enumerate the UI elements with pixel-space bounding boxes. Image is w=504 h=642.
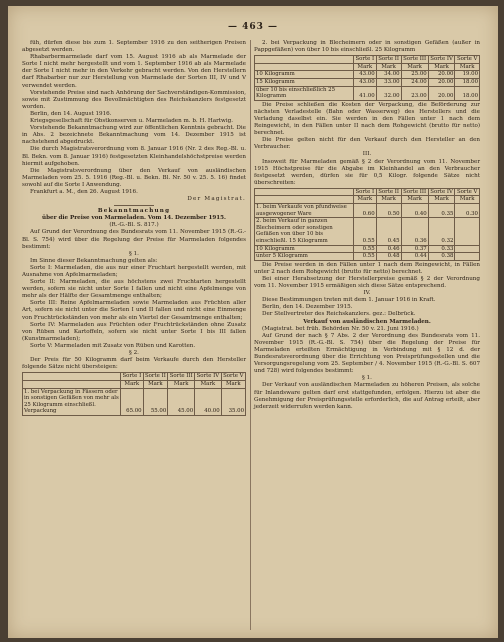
price-table-a xyxy=(22,372,246,416)
table-header-cell: Mark xyxy=(354,196,377,204)
table-header-cell: Sorte II xyxy=(376,188,401,196)
section-heading: über die Preise von Marmeladen. Vom 14. Dezember 1915. xyxy=(42,215,226,222)
table-cell: 34.00 xyxy=(376,71,401,79)
table-cell: 0.60 xyxy=(354,204,377,218)
table-cell: 0.38 xyxy=(428,253,455,261)
table-header-cell: Sorte IV xyxy=(428,56,455,64)
table-cell: 0.46 xyxy=(376,245,401,253)
table-header-cell: Sorte II xyxy=(376,56,401,64)
paragraph: Auf Grund der Verordnung des Bundesrats vom 11. November 1915 (R.-G.-Bl. S. 754) wird über die Regelung der Preise für Marmeladen folgendes bestimmt: xyxy=(22,229,246,250)
table-header-cell: Mark xyxy=(354,63,377,71)
paragraph: Vorstehende Preise sind nach Anhörung der Sachverständigen-Kommission, sowie mit Zustimmung des Bevollmächtigten des Reichskanzlers festgesetzt worden. xyxy=(22,89,246,110)
table-cell xyxy=(455,245,480,253)
paragraph: Bei einer Herabsetzung der Herstellerpreise gemäß § 2 der Verordnung vom 11. November 1915 ermäßigen sich diese Sätze entsprechend. xyxy=(254,276,480,290)
price-table-b xyxy=(254,55,480,101)
paragraph: Der Verkauf von ausländischen Marmeladen zu höheren Preisen, als solche für Inlandsware gelten darf erst stattgefunden, erfolgen. Hierzu ist aber die Genehmigung der Preisprüfungsstelle erforderlich, die auf Antrag erteilt, aber jederzeit widerrufen werden kann. xyxy=(254,382,480,410)
table-header-cell xyxy=(255,56,354,64)
paragraph: Rhabarbermarmelade darf vom 15. August 1916 ab als Marmelade der Sorte I nicht mehr hergestellt und vom 1. September 1916 ab als Marmelade der Sorte I nicht mehr in den Verkehr gebracht werden. Von den Herstellern darf Rhabarber nur zur Herstellung von Marmelade der Sorten III, IV und V verwendet werden. xyxy=(22,54,246,89)
section-heading: Bekanntmachung xyxy=(97,208,171,215)
paragraph-number: IV. xyxy=(363,290,371,297)
paragraph: Der Magistrat. xyxy=(187,196,246,203)
table-cell: 0.37 xyxy=(401,245,428,253)
page-number: — 463 — xyxy=(227,22,279,32)
table-header-cell: Sorte V xyxy=(455,56,480,64)
table-cell: 0.32 xyxy=(428,218,455,245)
paragraph: Die Magistratsverordnung über den Verkauf von ausländischen Marmeladen vom 25. 5. 1916 (Reg.-Bl. u. Bekn. Bl. Nr. 50 v. 25. 5. 16) findet sowohl auf die Sorte I Anwendung. xyxy=(22,167,246,188)
table-cell: 0.33 xyxy=(428,245,455,253)
table-header-cell: Mark xyxy=(428,63,455,71)
table-header-row xyxy=(255,188,480,196)
table-cell: über 10 bis einschließlich 25 Kilogramm xyxy=(255,86,354,100)
table-header-cell: Sorte V xyxy=(223,373,244,380)
table-cell: 15 Kilogramm xyxy=(255,78,354,86)
paragraph: Sorte I: Marmeladen, die aus nur einer Fruchtart hergestellt werden, mit Ausnahme von Apfelmarmeladen; xyxy=(22,264,246,278)
paragraph: Die Preise schließen die Kosten der Verpackung, die Beförderung zur nächsten Verladestelle (Bahn oder Wasserweg) des Herstellers und die Verladung daselbst ein. Sie werden in den Fällen unter 1 nach dem Reingewicht, in den Fällen unter II nach dem Rohgewicht (brutto für netto) berechnet. xyxy=(254,101,480,137)
table-cell: 1. bei Verpackung in Fässern oder in sonstigen Gefäßen von mehr als 25 Kilogramm einschließl. Verpackung xyxy=(24,388,119,415)
table-header-cell: Mark xyxy=(428,196,455,204)
table-cell: 20.00 xyxy=(428,78,455,86)
left-column-text xyxy=(22,40,246,371)
paragraph: 2. bei Verpackung in Blecheimern oder in sonstigen Gefäßen (außer in Pappgefäßen) von über 10 bis einschließl. 25 Kilogramm xyxy=(254,40,480,54)
paragraph: Kriegsgesellschaft für Obstkonserven u. Marmeladen m. b. H. Hartwig. xyxy=(30,118,233,125)
paragraph: Diese Bestimmungen treten mit dem 1. Januar 1916 in Kraft. xyxy=(262,297,436,304)
table-header-cell: Mark xyxy=(401,196,428,204)
table-header-cell xyxy=(23,380,121,388)
table-header-cell: Sorte II xyxy=(144,373,166,380)
table-header-cell: Sorte IV xyxy=(196,373,220,380)
table-cell: 24.00 xyxy=(401,78,428,86)
table-cell: 0.55 xyxy=(354,245,377,253)
table-cell: 25.00 xyxy=(401,71,428,79)
paragraph-number: III. xyxy=(362,151,372,158)
paragraph: Auf Grund der nach § 7 Abs. 2 der Verordnung des Bundesrats vom 11. November 1915 (R.-G.-Bl. S. 754) über die Regelung der Preise für Marmeladen erteilten Ermächtigung in Verbindung mit § 12 d. der Bundesratsverordnung über die Errichtung von Preisprüfungsstellen und die Versorgungsregelung vom 25. September / 4. November 1915 (R.-G.-Bl. S. 607 und 728) wird folgendes bestimmt: xyxy=(254,332,480,375)
table-header-cell: Mark xyxy=(121,380,143,388)
table-row xyxy=(23,388,246,415)
table-header-cell: Mark xyxy=(455,63,480,71)
table-cell: 0.55 xyxy=(354,218,377,245)
table-cell: 40.00 xyxy=(195,388,222,415)
table-cell: 35.00 xyxy=(221,388,245,415)
paragraph: Insoweit für Marmeladen gemäß § 2 der Verordnung vom 11. November 1915 Höchstpreise für die Abgabe im Kleinhandel an den Verbraucher festgesetzt werden, dürfen sie für 0,5 Kilogr. folgende Sätze nicht überschreiten: xyxy=(254,158,480,186)
table-header-cell xyxy=(255,188,354,196)
price-table-c xyxy=(254,188,480,261)
table-row xyxy=(255,78,480,86)
table-header-row xyxy=(23,380,246,388)
right-column-end xyxy=(254,262,480,411)
paragraph: Vorstehende Bekanntmachung wird zur öffentlichen Kenntnis gebracht. Die in Abs. 2 bezeichnete Bekanntmachung vom 14. Dezember 1915 ist nachstehend abgedruckt. xyxy=(22,125,246,146)
table-cell: 32.00 xyxy=(376,86,401,100)
table-header-cell: Sorte III xyxy=(401,56,428,64)
table-row xyxy=(255,86,480,100)
table-cell: 55.00 xyxy=(143,388,168,415)
table-cell: 10 Kilogramm xyxy=(255,71,354,79)
paragraph: Frankfurt a. M., den 26. August 1916. xyxy=(30,188,138,195)
right-column-middle xyxy=(254,102,480,187)
table-cell: 0.55 xyxy=(354,253,377,261)
table-cell: 65.00 xyxy=(121,388,143,415)
section-heading: Verkauf von ausländischen Marmeladen. xyxy=(303,318,431,325)
table-header-cell: Sorte IV xyxy=(428,188,455,196)
paragraph: Der Stellvertreter des Reichskanzlers. gez.: Delbrück. xyxy=(262,311,416,318)
paragraph: füh, dürfen diese bis zum 1. September 1916 zu den seitherigen Preisen abgesetzt werden. xyxy=(22,40,246,54)
table-cell: 20.00 xyxy=(428,71,455,79)
paragraph-number: § 1. xyxy=(129,250,139,257)
table-header-cell: Sorte I xyxy=(355,188,375,195)
table-header-cell: Mark xyxy=(376,63,401,71)
table-cell: 0.50 xyxy=(376,204,401,218)
table-cell: 0.48 xyxy=(376,253,401,261)
table-header-cell: Sorte III xyxy=(401,188,428,196)
paragraph-number: § 1. xyxy=(362,375,372,382)
table-header-cell: Mark xyxy=(195,380,222,388)
table-cell: 20.00 xyxy=(428,86,455,100)
table-cell: 45.00 xyxy=(168,388,195,415)
table-cell: 43.00 xyxy=(354,78,377,86)
table-row xyxy=(255,253,480,261)
paragraph: Im Sinne dieser Bekanntmachung gelten als: xyxy=(30,257,158,264)
paragraph: Die Preise gelten nicht für den Verkauf durch den Hersteller an den Verbraucher. xyxy=(254,137,480,151)
table-cell: 2. beim Verkauf in ganzen Blecheimern oder sonstigen Gefäßen von über 10 bis einschließl. 15 Kilogramm xyxy=(255,218,354,245)
table-header-row xyxy=(255,56,480,64)
paragraph: Berlin, den 14. Dezember 1915. xyxy=(262,304,353,311)
table-header-row xyxy=(255,63,480,71)
table-row xyxy=(255,245,480,253)
table-header-row xyxy=(23,373,246,381)
table-cell: 0.36 xyxy=(401,218,428,245)
table-cell: 43.00 xyxy=(354,71,377,79)
table-header-cell: Sorte I xyxy=(355,56,375,63)
table-header-cell: Sorte I xyxy=(122,373,142,380)
table-cell: 0.44 xyxy=(401,253,428,261)
right-column xyxy=(254,40,480,411)
section-rule xyxy=(114,205,154,206)
table-cell: 10 Kilogramm xyxy=(255,245,354,253)
table-row xyxy=(255,71,480,79)
paragraph: Der Preis für 50 Kilogramm darf beim Verkaufe durch den Hersteller folgende Sätze nicht übersteigen: xyxy=(22,357,246,371)
paragraph: Sorte III: Reine Apfelmarmeladen sowie Marmeladen aus Früchten aller Art, sofern sie nicht unter die Sorten I und II fallen und nicht eine Einmenge von Fruchtrückständen von mehr als ein Viertel der Gesamtmenge enthalten; xyxy=(22,300,246,321)
table-header-cell: Sorte V xyxy=(455,188,480,196)
paragraph: Die durch Magistratsverordnung vom 8. Januar 1916 (Nr. 2 des Reg.-Bl. u. Bl. Bekn. vom 8. Januar 1916) festgesetzten Kleinhandelshöchstpreise werden hiermit aufgehoben. xyxy=(22,146,246,167)
table-cell: 0.30 xyxy=(455,204,480,218)
table-cell: 1. beim Verkaufe von pfundweise ausgewogener Ware xyxy=(255,204,354,218)
table-header-cell: Mark xyxy=(143,380,168,388)
column-divider xyxy=(250,40,251,630)
table-header-cell: Mark xyxy=(401,63,428,71)
table-header-cell: Mark xyxy=(221,380,245,388)
table-header-cell xyxy=(255,63,354,71)
table-header-row xyxy=(255,196,480,204)
table-header-cell: Mark xyxy=(455,196,480,204)
paragraph: Sorte IV: Marmeladen aus Früchten oder Fruchtrückständen ohne Zusatz von Rüben und Kartoffeln, sofern sie nicht unter Sorte I bis III fallen (Kunstmarmeladen); xyxy=(22,321,246,342)
table-cell: unter 5 Kilogramm xyxy=(255,253,354,261)
table-cell: 0.40 xyxy=(401,204,428,218)
table-cell: 41.00 xyxy=(354,86,377,100)
price-table xyxy=(254,188,480,261)
right-column-intro xyxy=(254,40,480,54)
table-cell: 23.00 xyxy=(401,86,428,100)
paragraph: Sorte II: Marmeladen, die aus höchstens zwei Fruchtarten hergestellt werden, sofern sie nicht unter Sorte I fallen und nicht eine Apfelmenge von mehr als der Hälfte der Gesamtmenge enthalten; xyxy=(22,279,246,300)
table-cell xyxy=(455,218,480,245)
table-cell: 18.00 xyxy=(455,78,480,86)
table-cell: 33.00 xyxy=(376,78,401,86)
paragraph-number: § 2. xyxy=(129,350,139,357)
table-cell: 0.35 xyxy=(428,204,455,218)
left-column xyxy=(22,40,246,417)
table-cell: 18.00 xyxy=(455,86,480,100)
paragraph: Die Preise werden in den Fällen unter 1 nach dem Reingewicht, in Fällen unter 2 nach dem Rohgewicht (brutto für netto) berechnet. xyxy=(254,261,480,275)
price-table xyxy=(22,372,246,416)
paragraph: Berlin, den 14. August 1916. xyxy=(30,110,112,117)
table-header-cell: Mark xyxy=(376,196,401,204)
table-row xyxy=(255,204,480,218)
table-header-cell: Sorte III xyxy=(169,373,193,380)
table-header-cell: Mark xyxy=(168,380,195,388)
paragraph-number: (R.-G.-Bl. S. 817.) xyxy=(109,222,159,229)
paragraph: (Magistrat. bet früh. Behörden Nr. 50 v. 21. Juni 1916.) xyxy=(262,325,419,332)
table-cell xyxy=(455,253,480,261)
document-page xyxy=(8,6,498,638)
price-table xyxy=(254,55,480,101)
table-header-cell xyxy=(23,373,121,381)
table-cell: 0.45 xyxy=(376,218,401,245)
paragraph: Sorte V: Marmeladen mit Zusatz von Rüben und Karotten. xyxy=(30,342,196,349)
table-cell: 19.00 xyxy=(455,71,480,79)
table-row xyxy=(255,218,480,245)
table-header-cell xyxy=(255,196,354,204)
